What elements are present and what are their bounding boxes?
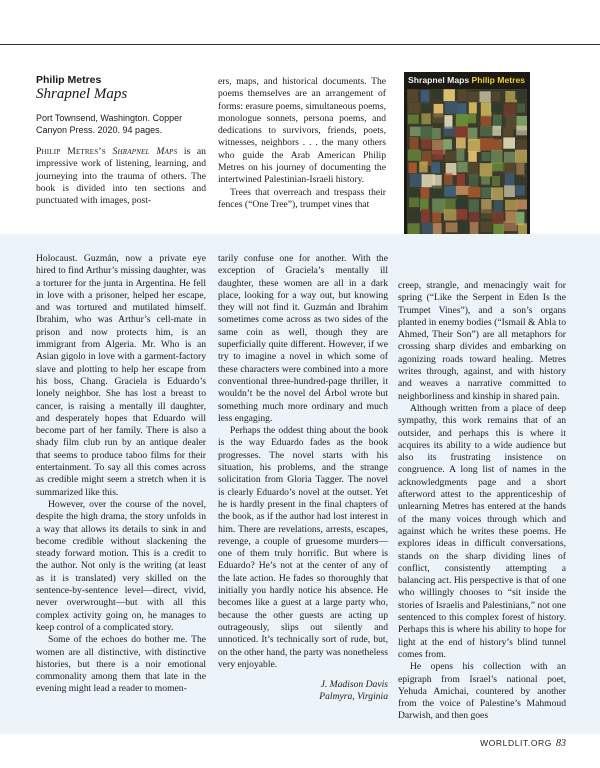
paragraph: Although written from a place of deep sympathy, this work remains that of an outsider, and perhaps this is where it acquires its ability to a wide audience but also its frustrating insistence on congruence. A long list of names in the acknowledgments page and a short afterword attest to the apprenticeship of unlearning Metres has entered at the hands of the many voices through which and against which he writes these poems. He explores ideas in difficult conversations, stands on the sharp dividing lines of conflict, consistently attempting a balancing act. His perspective is that of one who willingly chooses to “sit inside the stories of Israelis and Palestinians,” not one sentenced to this complex forest of history. Perhaps this is where his ability to hope for light at the end of history’s blind tunnel comes from. bbox=[398, 402, 566, 660]
cover-tile bbox=[421, 187, 430, 198]
cover-tile bbox=[468, 187, 481, 197]
cover-tile bbox=[469, 199, 479, 212]
cover-tile bbox=[515, 90, 526, 100]
cover-tile bbox=[506, 114, 517, 129]
cover-tile bbox=[492, 176, 500, 186]
cover-tile bbox=[468, 139, 481, 152]
cover-tile bbox=[444, 173, 453, 185]
cover-tile bbox=[420, 102, 431, 114]
book-cover bbox=[404, 72, 530, 258]
cover-tile bbox=[515, 150, 527, 163]
cover-tile bbox=[481, 116, 492, 127]
cover-tile bbox=[457, 162, 468, 173]
cover-tile bbox=[421, 126, 434, 140]
cover-tile bbox=[432, 186, 446, 200]
cover-tile bbox=[444, 89, 455, 101]
cover-tile bbox=[505, 173, 514, 185]
cover-tile bbox=[481, 102, 492, 116]
paragraph: Trees that overreach and trespass their fences (“One Tree”), trumpet vines that bbox=[218, 186, 386, 210]
page-number: 83 bbox=[556, 738, 566, 749]
cover-tile bbox=[410, 127, 421, 137]
cover-tile bbox=[432, 212, 441, 223]
cover-tile bbox=[431, 162, 440, 173]
cover-title bbox=[408, 75, 525, 85]
cover-tile bbox=[468, 151, 477, 162]
cover-tile bbox=[481, 176, 490, 185]
cover-tile bbox=[432, 199, 445, 214]
paragraph: Perhaps the oddest thing about the book is the way Eduardo fades as the book progresses. The novel starts with his situation, his problems, and the strange solicitation from Gloria Tagger. The novel is clearly Eduardo’s novel at the outset. Yet he is hardly present in the final chapters of the book, as if the author had lost interest in him. There are revelations, arrests, escapes, revenge, a couple of gruesome murders—one of them truly horrific. But where is Eduardo? He’s not at the center of any of the late action. He fades so thoroughly that initially you hardly notice his absence. He becomes like a guest at a large party who, because the other guests are acting up outrageously, slips out silently and unnoticed. It’s technically sort of rude, but, on the other hand, the party was nonetheless very enjoyable. bbox=[218, 425, 388, 670]
cover-tile bbox=[517, 104, 526, 113]
cover-tile bbox=[421, 209, 430, 223]
cover-tile bbox=[421, 139, 431, 149]
cover-tile bbox=[444, 186, 457, 197]
paragraph: He opens his collection with an epigraph from Israel’s national poet, Yehuda Amichai, countered by another from the voice of Palestine’s Mahmoud Darwish, and then goes bbox=[398, 661, 566, 722]
review-header-column bbox=[36, 74, 206, 207]
cover-tile bbox=[408, 150, 421, 161]
cover-tile bbox=[480, 91, 491, 102]
cover-tile bbox=[482, 152, 491, 161]
cover-title-text: Shrapnel Maps bbox=[408, 75, 472, 85]
cover-tile bbox=[468, 92, 480, 103]
cover-tile bbox=[493, 126, 502, 136]
cover-tile bbox=[407, 90, 418, 102]
cover-author-text: Philip Metres bbox=[471, 75, 525, 85]
paragraph: Some of the echoes do bother me. The women are all distinctive, with distinctive histories, but there is a noir emotional commonality among them that late in the evening might lead a reader to momen- bbox=[36, 634, 206, 695]
cover-tile bbox=[457, 103, 466, 114]
footer-site: WORLDLIT.ORG bbox=[480, 738, 552, 748]
cover-tile bbox=[515, 186, 525, 196]
cover-tile bbox=[455, 126, 469, 138]
cover-tile bbox=[458, 90, 467, 102]
cover-tile bbox=[494, 139, 503, 150]
cover-tile bbox=[443, 139, 452, 149]
lead-title: Shrapnel Maps bbox=[112, 146, 178, 157]
cover-tile bbox=[422, 223, 434, 234]
cover-tile bbox=[433, 90, 445, 100]
cover-tile bbox=[432, 113, 444, 123]
cover-tile bbox=[458, 222, 469, 232]
paragraph: creep, strangle, and menacingly wait for spring (“Like the Serpent in Eden Is the Trumpet Vines”), and a son’s organs planted in enemy bodies (“Ismail & Abla to Ahmed, Their Son”) are all metaphors for crossing sharp divides and embarking on agonizing roads toward healing. Metres writes through, against, and with history and weaves a narrative committed to neighborliness and kinship in shared pain. bbox=[398, 280, 566, 402]
cover-tile bbox=[469, 102, 477, 113]
cover-tile bbox=[432, 150, 443, 160]
cover-tile bbox=[445, 101, 458, 114]
cover-tile bbox=[504, 152, 516, 163]
cover-tile bbox=[456, 149, 464, 161]
cover-artwork bbox=[407, 89, 527, 255]
cover-tile bbox=[481, 187, 492, 198]
cover-tile bbox=[457, 209, 467, 220]
cover-tile bbox=[515, 200, 527, 210]
cover-tile bbox=[491, 187, 503, 200]
cover-tile bbox=[492, 162, 505, 171]
reviewer-name: J. Madison Davis bbox=[320, 679, 388, 691]
paragraph: ers, maps, and historical documents. The poems themselves are an arrangement of forms: erasure poems, simultaneous poems, monologue sonnets, persona poems, and dedications to survivors, friends, poets, witnesses, neighbors . . . the many others who guide the Arab American Philip Metres on his journey of documenting the intertwined Palestinian-Israeli history. bbox=[218, 76, 386, 186]
review-author: Philip Metres bbox=[36, 74, 102, 86]
cover-tile bbox=[469, 212, 479, 223]
cover-tile bbox=[518, 223, 527, 234]
review-pub-info: Port Townsend, Washington. Copper Canyon Press. 2020. 94 pages. bbox=[36, 113, 183, 135]
cover-tile bbox=[503, 163, 515, 174]
review-column-2-top bbox=[218, 76, 386, 211]
cover-tile bbox=[468, 114, 477, 123]
cover-tile bbox=[410, 137, 419, 150]
cover-tile bbox=[410, 174, 424, 188]
cover-tile bbox=[409, 198, 419, 208]
cover-tile bbox=[444, 198, 458, 210]
cover-tile bbox=[444, 209, 457, 220]
paragraph: tarily confuse one for another. With the exception of Graciela’s mentally ill daughter, these women are all in a dark place, looking for a way out, but knowing they will not find it. Guzmán and Ibrahim sometimes come across as two sides of the same coin as well, though they are superficially quite different. However, if we try to imagine a novel in which some of these characters were combined into a more conventional three-hundred-page thriller, it wouldn’t be the novel del Árbol wrote but something much more ordinary and much less engaging. bbox=[218, 253, 388, 424]
cover-tile bbox=[503, 221, 517, 231]
cover-tile bbox=[409, 163, 417, 174]
cover-tile bbox=[408, 115, 419, 124]
cover-tile bbox=[480, 126, 493, 136]
cover-tile bbox=[515, 175, 524, 187]
cover-tile bbox=[419, 161, 428, 172]
cover-tile bbox=[469, 174, 478, 187]
reviewer-place: Palmyra, Virginia bbox=[319, 691, 388, 703]
paragraph: However, over the course of the novel, despite the high drama, the story unfolds in a way that allows its details to sink in and become credible without slackening the steady forward motion. This is a credit to the author. Not only is the writing (at least as it is translated) very skilled on the sentence-by-sentence level—direct, vivid, never overwrought—but with all this complex activity going on, he manages to keep control of a complicated story. bbox=[36, 498, 206, 633]
cover-tile bbox=[456, 138, 466, 149]
top-rule bbox=[0, 44, 600, 45]
page-footer bbox=[0, 738, 566, 749]
cover-tile bbox=[445, 151, 456, 161]
previous-review-column-1 bbox=[36, 253, 206, 696]
review-lead-paragraph bbox=[36, 146, 206, 207]
cover-tile bbox=[491, 102, 504, 113]
review-book-title: Shrapnel Maps bbox=[36, 86, 128, 102]
cover-tile bbox=[480, 163, 493, 176]
lead-caps: Philip Metres’s bbox=[36, 146, 106, 157]
cover-tile bbox=[480, 222, 492, 233]
previous-review-column-2 bbox=[218, 253, 388, 704]
cover-tile bbox=[409, 209, 420, 221]
cover-tile bbox=[492, 212, 504, 225]
cover-tile bbox=[446, 223, 458, 233]
cover-tile bbox=[503, 127, 513, 136]
cover-tile bbox=[444, 127, 456, 137]
cover-tile bbox=[421, 113, 430, 124]
cover-tile bbox=[446, 163, 457, 175]
cover-tile bbox=[433, 223, 442, 234]
cover-tile bbox=[480, 138, 494, 151]
cover-tile bbox=[503, 137, 515, 148]
cover-tile bbox=[456, 114, 468, 127]
lead-rest: is an impressive work of listening, learning, and journeying into the trauma of others. The book is divided into ten sections and punctuated with images, post- bbox=[36, 146, 206, 207]
review-column-3 bbox=[398, 280, 566, 723]
cover-tile bbox=[516, 126, 527, 136]
cover-tile bbox=[504, 185, 515, 197]
cover-tile bbox=[432, 128, 440, 139]
paragraph: Holocaust. Guzmán, now a private eye hired to find Arthur’s missing daughter, was a torturer for the junta in Argentina. He fell in love with a prisoner, helped her escape, and was tortured and mutilated himself. Ibrahim, who was Arthur’s cell-mate in prison and now protects him, is an immigrant from Algeria. Mr. Who is an Asian gigolo in love with a garment-factory slave and plotting to help her escape from his boss, Chang. Graciela is Eduardo’s lonely neighbor. She has lost a breast to cancer, is raising a mentally ill daughter, and desperately hopes that Eduardo will become part of her family. There is also a shady film club run by an antique dealer that seems to produce taboo films for their entertainment. To say all this comes across as credible might seem a stretch when it is summarized like this. bbox=[36, 253, 206, 498]
cover-tile bbox=[456, 186, 470, 195]
